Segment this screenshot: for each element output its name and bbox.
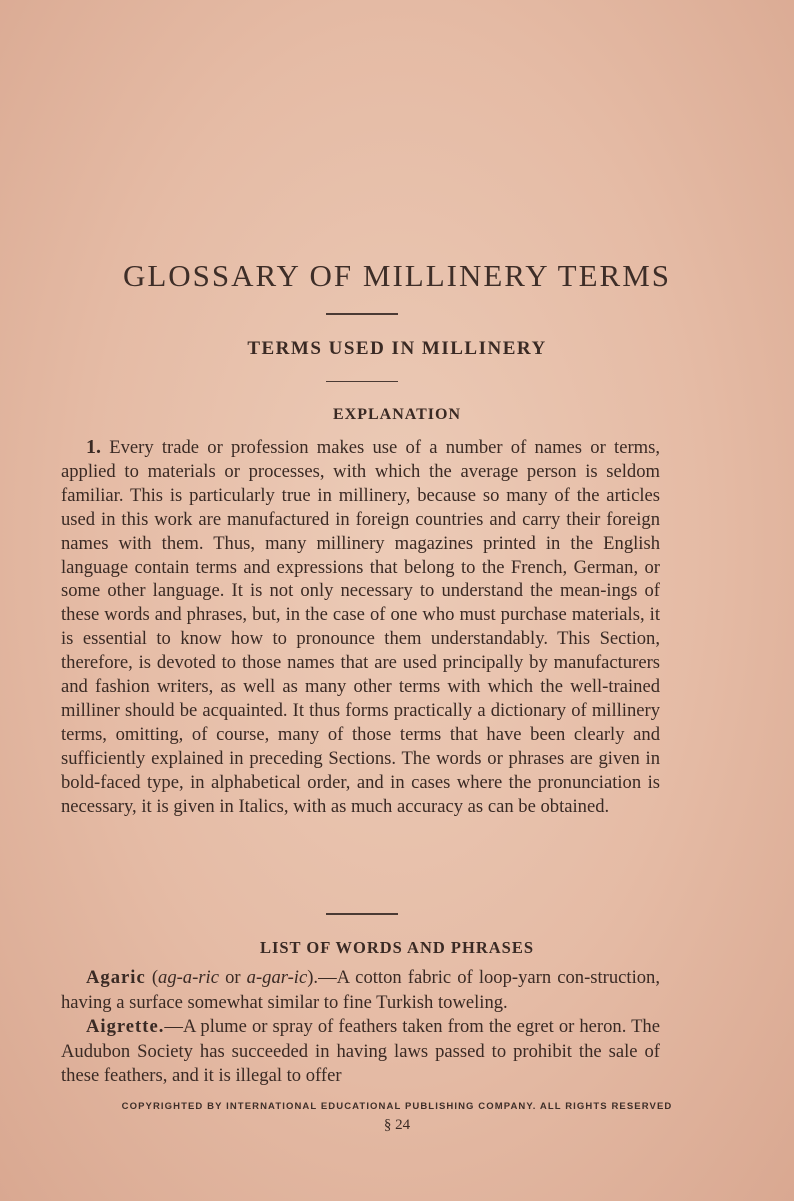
section-subtitle: TERMS USED IN MILLINERY: [247, 338, 547, 359]
list-divider: [326, 913, 398, 915]
pronunciation: a-gar-ic: [246, 967, 308, 988]
glossary-definition: —A cotton fabric of loop-yarn con-struction, having a surface somewhat similar to fine Turkish toweling.: [61, 967, 660, 1013]
subtitle-divider: [326, 381, 398, 382]
glossary-term: Agaric: [86, 967, 146, 988]
glossary-term: Aigrette.: [86, 1016, 165, 1038]
glossary-definition: —A plume or spray of feathers taken from the egret or heron. The Audubon Society has succeeded in having laws passed to prohibit the sale of these feathers, and it is illegal to offer: [61, 1016, 660, 1087]
list-heading: LIST OF WORDS AND PHRASES: [259, 938, 535, 957]
explanation-heading: EXPLANATION: [332, 406, 462, 423]
explanation-text: Every trade or profession makes use of a number of names or terms, applied to materials or processes, with which the average person is seldom familiar. This is particularly true in millinery, because so many of the articles used in this work are manufactured in foreign countries and carry their foreign names with them. Thus, many millinery magazines printed in the English language contain terms and expressions that belong to the French, German, or some other language. It is not only necessary to understand the mean-ings of these words and phrases, but, in the case of one who must purchase materials, it is essential to know how to pronounce them understandably. This Section, therefore, is devoted to those names that are used principally by manufacturers and fashion writers, as well as many other terms with which the well-trained milliner should be acquainted. It thus forms practically a dictionary of millinery terms, omitting, of course, many of those terms that have been clearly and sufficiently explained in preceding Sections. The words or phrases are given in bold-faced type, in alphabetical order, and in cases where the pronunciation is necessary, it is given in Italics, with as much accuracy as can be obtained.: [61, 437, 660, 817]
page-number: § 24: [383, 1117, 411, 1133]
explanation-paragraph: [61, 436, 660, 819]
list-item: [61, 1015, 660, 1089]
glossary-list: [61, 966, 660, 1089]
title-divider: [326, 313, 398, 315]
paragraph-number: 1.: [86, 436, 101, 458]
copyright-notice: COPYRIGHTED BY INTERNATIONAL EDUCATIONAL PUBLISHING COMPANY. ALL RIGHTS RESERVED: [121, 1101, 673, 1112]
list-item: Agaric (ag-a-ric or a-gar-ic).—A cotton fabric of loop-yarn con-struction, having a surface somewhat similar to fine Turkish toweling.: [61, 967, 660, 1013]
pronunciation: ag-a-ric: [158, 967, 219, 988]
page-title: GLOSSARY OF MILLINERY TERMS: [122, 258, 672, 293]
